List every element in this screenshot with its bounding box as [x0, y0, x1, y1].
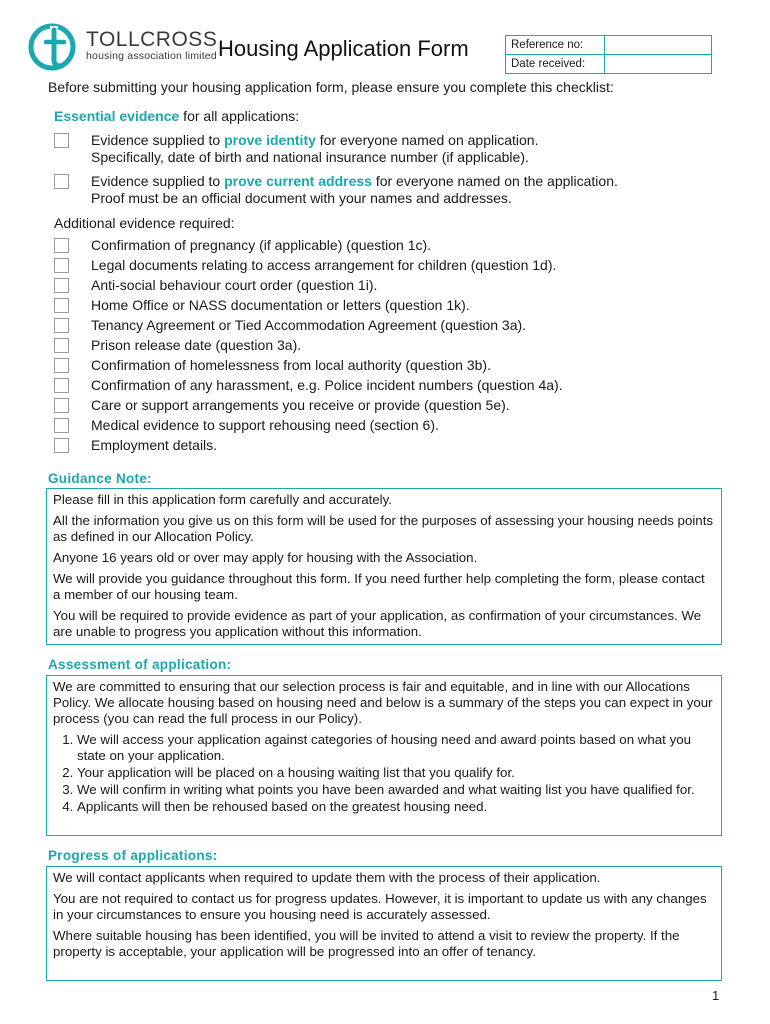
checklist-item [54, 297, 734, 315]
essential-evidence-heading [54, 108, 299, 124]
progress-paragraph: We will contact applicants when required to update them with the process of their application. [53, 870, 601, 885]
progress-title: Progress of applications: [48, 848, 218, 863]
tollcross-logo [28, 22, 228, 72]
checkbox[interactable] [54, 258, 69, 273]
checklist-item-label: Prison release date (question 3a). [91, 337, 302, 353]
page-number: 1 [712, 988, 720, 1003]
highlight-text: prove identity [224, 132, 316, 148]
logo-name: TOLLCROSS [86, 28, 218, 51]
checklist-item [54, 277, 734, 295]
checkbox[interactable] [54, 133, 69, 148]
checkbox[interactable] [54, 418, 69, 433]
checklist-item-label: Employment details. [91, 437, 218, 453]
guidance-paragraph: You will be required to provide evidence as part of your application, as confirmation of your circumstances. We are unable to progress you application without this information. [53, 608, 702, 639]
checklist-item [54, 397, 734, 415]
checkbox[interactable] [54, 298, 69, 313]
reference-input[interactable] [605, 36, 712, 55]
checklist-item [54, 437, 734, 455]
checklist-item-line1: Evidence supplied to prove identity for everyone named on application. [91, 132, 539, 148]
checklist-item-label: Care or support arrangements you receive or provide (question 5e). [91, 397, 510, 413]
assessment-steps [53, 732, 715, 815]
checklist-item [54, 417, 734, 435]
checklist-item [54, 337, 734, 355]
checklist-item-label: Anti-social behaviour court order (question 1i). [91, 277, 378, 293]
checklist-item-line1: Evidence supplied to prove current address for everyone named on the application. [91, 173, 618, 189]
assessment-step: 4. Applicants will then be rehoused based on the greatest housing need. [77, 799, 715, 815]
checklist-intro: Before submitting your housing application form, please ensure you complete this checklist: [48, 79, 614, 95]
assessment-title: Assessment of application: [48, 657, 232, 672]
checkbox[interactable] [54, 278, 69, 293]
highlight-text: prove current address [224, 173, 372, 189]
checklist-item [54, 377, 734, 395]
checkbox[interactable] [54, 174, 69, 189]
essential-evidence-heading-bold: Essential evidence [54, 108, 180, 124]
checklist-item-label: Tenancy Agreement or Tied Accommodation Agreement (question 3a). [91, 317, 527, 333]
progress-paragraph: Where suitable housing has been identified, you will be invited to attend a visit to review the property. If the property is acceptable, your application will be progressed into an offer of tenancy. [53, 928, 680, 959]
checklist-item-label: Confirmation of homelessness from local authority (question 3b). [91, 357, 491, 373]
assessment-step: 3. We will confirm in writing what points you have been awarded and what waiting list you have qualified for. [77, 782, 715, 798]
checklist-item [54, 317, 734, 335]
checkbox[interactable] [54, 338, 69, 353]
assessment-intro: We are committed to ensuring that our selection process is fair and equitable, and in line with our Allocations Policy. We allocate housing based on housing need and below is a summary of the steps you can expect in your process (you can read the full process in our Policy). [53, 679, 713, 726]
date-received-label: Date received: [506, 55, 605, 74]
assessment-step: 2. Your application will be placed on a housing waiting list that you qualify for. [77, 765, 715, 781]
checklist-item-line2: Proof must be an official document with your names and addresses. [91, 190, 512, 206]
checkbox[interactable] [54, 398, 69, 413]
checklist-item-line2: Specifically, date of birth and national insurance number (if applicable). [91, 149, 529, 165]
checkbox[interactable] [54, 378, 69, 393]
progress-box [46, 866, 722, 981]
guidance-paragraph: We will provide you guidance throughout this form. If you need further help completing the form, please contact a member of our housing team. [53, 571, 705, 602]
assessment-step: 1. We will access your application against categories of housing need and award points based on what you state on your application. [77, 732, 715, 764]
page-title: Housing Application Form [218, 36, 469, 61]
checklist-item [54, 173, 734, 209]
checkbox[interactable] [54, 238, 69, 253]
checklist-item [54, 237, 734, 255]
reference-label: Reference no: [506, 36, 605, 55]
guidance-note-box [46, 488, 722, 645]
checklist-item-label: Home Office or NASS documentation or letters (question 1k). [91, 297, 470, 313]
checklist-item-label: Medical evidence to support rehousing need (section 6). [91, 417, 439, 433]
checkbox[interactable] [54, 438, 69, 453]
checklist-item [54, 257, 734, 275]
checklist-item [54, 132, 734, 168]
guidance-paragraph: Please fill in this application form carefully and accurately. [53, 492, 392, 507]
reference-table [505, 35, 712, 74]
guidance-paragraph: Anyone 16 years old or over may apply for housing with the Association. [53, 550, 478, 565]
checklist-item-label: Confirmation of pregnancy (if applicable) (question 1c). [91, 237, 432, 253]
tollcross-logo-mark-icon [28, 22, 80, 72]
progress-paragraph: You are not required to contact us for progress updates. However, it is important to update us with any changes in your circumstances to ensure you housing need is accurately assessed. [53, 891, 707, 922]
additional-evidence-heading: Additional evidence required: [54, 215, 235, 231]
guidance-paragraph: All the information you give us on this form will be used for the purposes of assessing your housing needs points as defined in our Allocation Policy. [53, 513, 714, 544]
date-received-input[interactable] [605, 55, 712, 74]
checklist-item-label: Legal documents relating to access arrangement for children (question 1d). [91, 257, 557, 273]
checkbox[interactable] [54, 358, 69, 373]
page-header [0, 0, 770, 80]
checkbox[interactable] [54, 318, 69, 333]
checklist-item [54, 357, 734, 375]
guidance-note-title: Guidance Note: [48, 471, 152, 486]
checklist-item-label: Confirmation of any harassment, e.g. Police incident numbers (question 4a). [91, 377, 563, 393]
essential-evidence-heading-rest: for all applications: [179, 108, 300, 124]
assessment-box [46, 675, 722, 836]
logo-subtitle: housing association limited [86, 50, 217, 62]
